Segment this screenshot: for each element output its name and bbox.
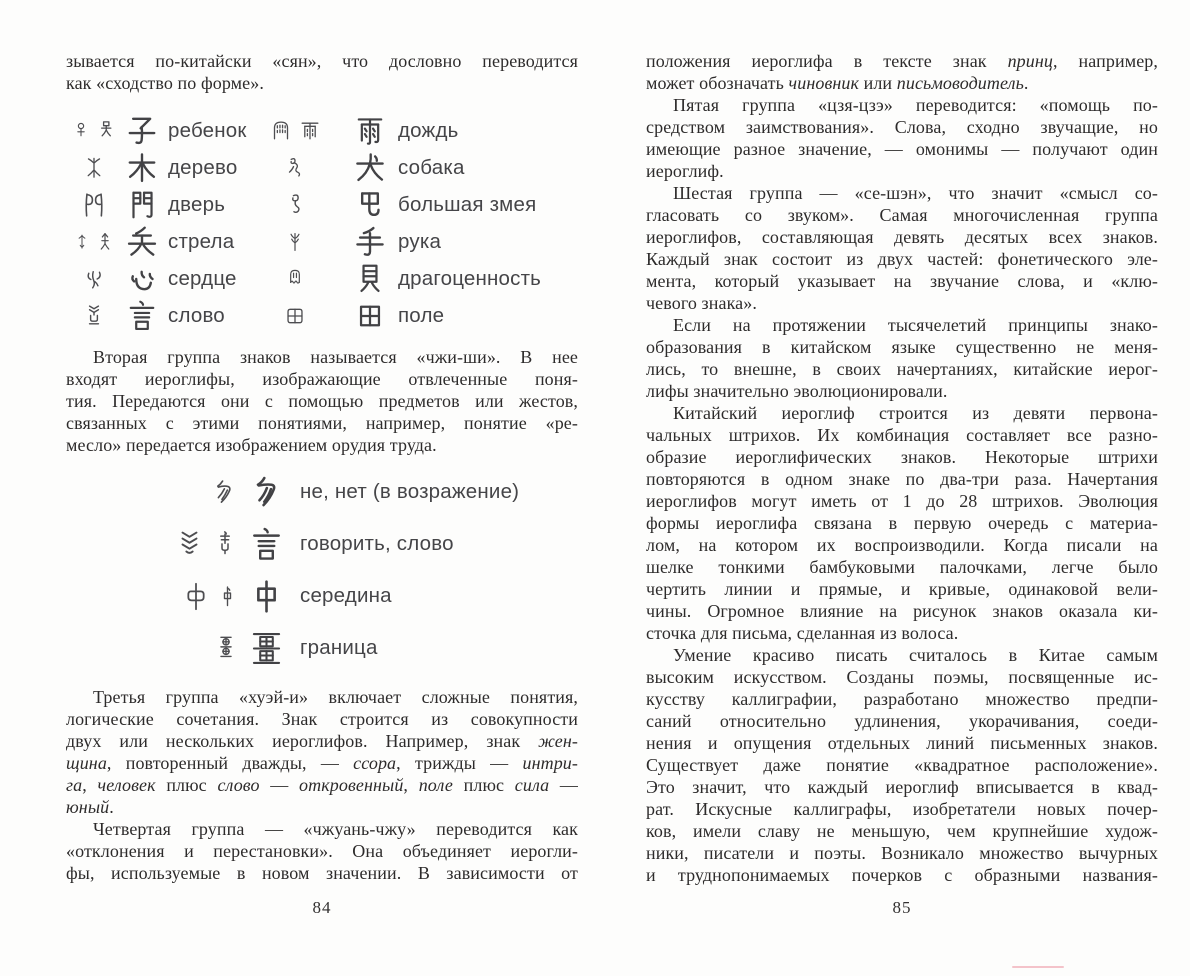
text-line: средством заимствования». Слова, сходно звучащие, но [646, 117, 1158, 137]
ancient-forms-cell [266, 153, 324, 183]
hanzi-yan-icon [248, 526, 285, 563]
paragraph-evolution [646, 314, 1158, 402]
text-line: саний относительно удлинения, укорачивания, соеди- [646, 711, 1158, 731]
modern-character-cell [122, 114, 162, 148]
text-line: Третья группа «хуэй-и» включает сложные понятия, [93, 687, 578, 707]
modern-character-cell [350, 262, 390, 296]
hanzi-wu-icon [248, 474, 285, 511]
text-line: повторяются в одном знаке по два-три раза. Начертания [646, 469, 1158, 489]
yan2-ancient-2-icon [210, 524, 240, 565]
hanzi-mu-icon [125, 151, 159, 185]
text-line: Это значит, что каждый иероглиф вписывается в квад- [646, 777, 1158, 797]
modern-character-cell [122, 151, 162, 185]
text-line: лифы значительно эволюционировали. [646, 381, 948, 401]
text-line: чальных штрихов. Их комбинация составляет все разно- [646, 425, 1158, 445]
ancient-forms-cell [66, 153, 122, 183]
modern-character-cell [350, 188, 390, 222]
text-line: логические сочетания. Знак строится из совокупности [66, 709, 578, 729]
hanzi-men-icon [125, 188, 159, 222]
quan-ancient-icon [283, 153, 307, 183]
modern-character-cell [246, 628, 286, 669]
modern-character-cell [122, 188, 162, 222]
hanzi-yu-icon [353, 114, 387, 148]
glyph-row [66, 297, 578, 334]
modern-character-cell [246, 578, 286, 615]
meaning-label: большая змея [398, 192, 537, 216]
text-line: иероглифов могут иметь от 1 до 28 штрихов. Эволюция [646, 491, 1158, 511]
modern-character-cell [350, 300, 390, 332]
ba-ancient-icon [282, 190, 308, 220]
tian-ancient-icon [283, 303, 307, 329]
text-line: высоким искусством. Созданы поэмы, посвященные ис- [646, 667, 1158, 687]
zi-ancient-1-icon [71, 116, 91, 146]
page-left-text-column [66, 50, 578, 884]
text-line: фы, используемые в новом значении. В зависимости от [66, 863, 578, 883]
text-line: Шестая группа — «се-шэн», что значит «смысл со- [673, 183, 1158, 203]
hanzi-shou-icon [353, 225, 387, 259]
ancient-forms-cell [66, 116, 122, 146]
ancient-forms-cell [150, 577, 246, 616]
meaning-label: сердце [168, 266, 237, 290]
modern-character-cell [246, 474, 286, 511]
text-line: имеющие разное значение, — омонимы — получают один [646, 139, 1158, 159]
text-line: гласовать со звуком». Самая многочисленная группа [646, 205, 1158, 225]
glyph-row [66, 186, 578, 223]
text-line: кусству каллиграфии, разработано множество предпи- [646, 689, 1158, 709]
text-line: Пятая группа «цзя-цзэ» переводится: «помощь по- [673, 95, 1158, 115]
modern-character-cell [122, 225, 162, 259]
text-line: положения иероглифа в тексте знак принц, например, [646, 51, 1158, 71]
meaning-label: ребенок [168, 118, 247, 142]
text-line: «отклонения и перестановки». Она объединяет иерогли- [66, 841, 578, 861]
text-line: Каждый знак состоит из двух частей: фонетического эле- [646, 249, 1158, 269]
meaning-label: слово [168, 303, 225, 327]
glyph-row [66, 518, 578, 570]
text-line: образие иероглифических знаков. Некоторые штрихи [646, 447, 1158, 467]
text-line: Вторая группа знаков называется «чжи-ши». В нее [93, 347, 578, 367]
text-line: и труднопонимаемых почерков с образными названия- [646, 865, 1158, 885]
text-line: иероглиф. [646, 161, 724, 181]
hanzi-zhong-icon [248, 578, 285, 615]
hanzi-zi-icon [125, 114, 159, 148]
ancient-forms-cell [266, 303, 324, 329]
jiang-ancient-icon [212, 625, 240, 671]
hanzi-tian-icon [354, 300, 386, 332]
text-line: чины. Огромное влияние на рисунок знаков оказала ки- [646, 601, 1158, 621]
ancient-forms-cell [266, 116, 324, 146]
ancient-forms-cell [266, 264, 324, 294]
yu-ancient-2-icon [297, 116, 323, 146]
zhong-ancient-1-icon [180, 577, 212, 616]
glyph-table-ideograms [66, 466, 578, 674]
meaning-label: не, нет (в возражение) [300, 480, 520, 503]
text-line: иероглифов, составляющая девять десятых всех знаков. [646, 227, 1158, 247]
glyph-row [66, 570, 578, 622]
text-line: лись, то внешне, в своих начертаниях, китайские иерог- [646, 359, 1158, 379]
modern-character-cell [246, 526, 286, 563]
ancient-forms-cell [66, 264, 122, 294]
text-line: чевого знака». [646, 293, 757, 313]
zi-ancient-2-icon [94, 116, 118, 146]
ancient-forms-cell [266, 190, 324, 220]
glyph-row [66, 112, 578, 149]
page-right-text-column [646, 50, 1158, 886]
text-line: Четвертая группа — «чжуань-чжу» переводится как [93, 819, 578, 839]
text-line: Существует даже понятие «квадратное расположение». [646, 755, 1158, 775]
paragraph-second-group [66, 346, 578, 456]
paragraph-strokes [646, 402, 1158, 644]
modern-character-cell [122, 299, 162, 333]
glyph-row [66, 466, 578, 518]
page-right [646, 50, 1158, 940]
yu-ancient-1-icon [268, 116, 294, 146]
text-line: Китайский иероглиф строится из девяти первона- [673, 403, 1158, 423]
text-line: может обозначать чиновник или письмоводитель. [646, 73, 1029, 93]
paragraph-sixth-group [646, 182, 1158, 314]
yan2-ancient-1-icon [172, 526, 207, 563]
meaning-label: дверь [168, 192, 226, 216]
text-line: чертить линии и прямые, и кривые, одинаковой вели- [646, 579, 1158, 599]
yan-ancient-icon [81, 300, 107, 332]
glyph-row [66, 260, 578, 297]
page-left [66, 50, 578, 940]
meaning-label: собака [398, 155, 465, 179]
ancient-forms-cell [66, 300, 122, 332]
modern-character-cell [350, 225, 390, 259]
meaning-label: граница [300, 636, 378, 659]
meaning-label: поле [398, 303, 445, 327]
xin-ancient-icon [81, 264, 107, 294]
text-line: как «сходство по форме». [66, 73, 264, 93]
modern-character-cell [350, 151, 390, 185]
men-ancient-icon [73, 189, 115, 221]
hanzi-xin-icon [125, 262, 159, 296]
paragraph-calligraphy [646, 644, 1158, 886]
glyph-row [66, 622, 578, 674]
text-line: двух или нескольких иероглифов. Например, знак жен- [66, 731, 578, 751]
ancient-forms-cell [66, 189, 122, 221]
text-line: ков, имели славу не меньшую, чем крупнейшие худож- [646, 821, 1158, 841]
text-line: Умение красиво писать считалось в Китае самым [673, 645, 1158, 665]
hanzi-bei-icon [353, 262, 387, 296]
text-line: зывается по-китайски «сян», что дословно переводится [66, 51, 578, 71]
text-line: Если на протяжении тысячелетий принципы знако- [673, 315, 1158, 335]
paragraph-fifth-group [646, 94, 1158, 182]
mu-ancient-icon [82, 153, 106, 183]
ancient-forms-cell [66, 226, 122, 258]
meaning-label: рука [398, 229, 442, 253]
paragraph-fourth-group [66, 818, 578, 884]
ancient-forms-cell [266, 226, 324, 258]
text-line: входят иероглифы, изображающие отвлеченные поня- [66, 369, 578, 389]
hanzi-shi-icon [125, 225, 159, 259]
meaning-label: дождь [398, 118, 459, 142]
scan-artifact-line [1012, 966, 1064, 968]
hanzi-jiang-icon [248, 628, 285, 669]
text-line: тия. Передаются они с помощью предметов или жестов, [66, 391, 578, 411]
glyph-table-pictograms [66, 112, 578, 334]
glyph-row [66, 149, 578, 186]
hanzi-yan-icon [125, 299, 159, 333]
text-line: щина, повторенный дважды, — ссора, трижды — интри- [66, 753, 578, 773]
ancient-forms-cell [150, 475, 246, 510]
paragraph-prince-continuation [646, 50, 1158, 94]
paragraph-third-group [66, 686, 578, 818]
bei-ancient-icon [283, 264, 307, 294]
hanzi-quan-icon [353, 151, 387, 185]
zhong-ancient-2-icon [215, 577, 240, 616]
text-line: юный. [66, 797, 114, 817]
shou-ancient-icon [284, 226, 306, 258]
shi-ancient-1-icon [73, 226, 91, 258]
ancient-forms-cell [150, 524, 246, 565]
shi-ancient-2-icon [94, 226, 116, 258]
paragraph-xiang [66, 50, 578, 94]
ancient-forms-cell [150, 625, 246, 671]
page-number-right: 85 [892, 898, 912, 917]
wu-ancient-icon [210, 475, 240, 510]
meaning-label: стрела [168, 229, 235, 253]
modern-character-cell [350, 114, 390, 148]
text-line: мента, который указывает на звучание слова, и «клю- [646, 271, 1158, 291]
meaning-label: говорить, слово [300, 532, 454, 555]
text-line: связанных с этими понятиями, например, понятие «ре- [66, 413, 578, 433]
text-line: лом, на котором их воспроизводили. Когда писали на [646, 535, 1158, 555]
text-line: га, человек плюс слово — откровенный, поле плюс сила — [66, 775, 579, 795]
text-line: формы иероглифа связана в первую очередь с материа- [646, 513, 1158, 533]
text-line: ники, писатели и поэты. Возникало множество вычурных [646, 843, 1158, 863]
meaning-label: драгоценность [398, 266, 542, 290]
meaning-label: середина [300, 584, 392, 607]
text-line: сточка для письма, сделанная из волоса. [646, 623, 959, 643]
text-line: нения и опущения отдельных линий письменных знаков. [646, 733, 1158, 753]
hanzi-ba-icon [353, 188, 387, 222]
glyph-row [66, 223, 578, 260]
text-line: образования в китайском языке существенно не меня- [646, 337, 1158, 357]
text-line: шелке тонкими бамбуковыми палочками, легче было [646, 557, 1158, 577]
meaning-label: дерево [168, 155, 238, 179]
page-number-left: 84 [312, 898, 332, 917]
text-line: месло» передается изображением орудия труда. [66, 435, 437, 455]
text-line: рат. Искусные каллиграфы, изобретатели новых почер- [646, 799, 1158, 819]
modern-character-cell [122, 262, 162, 296]
